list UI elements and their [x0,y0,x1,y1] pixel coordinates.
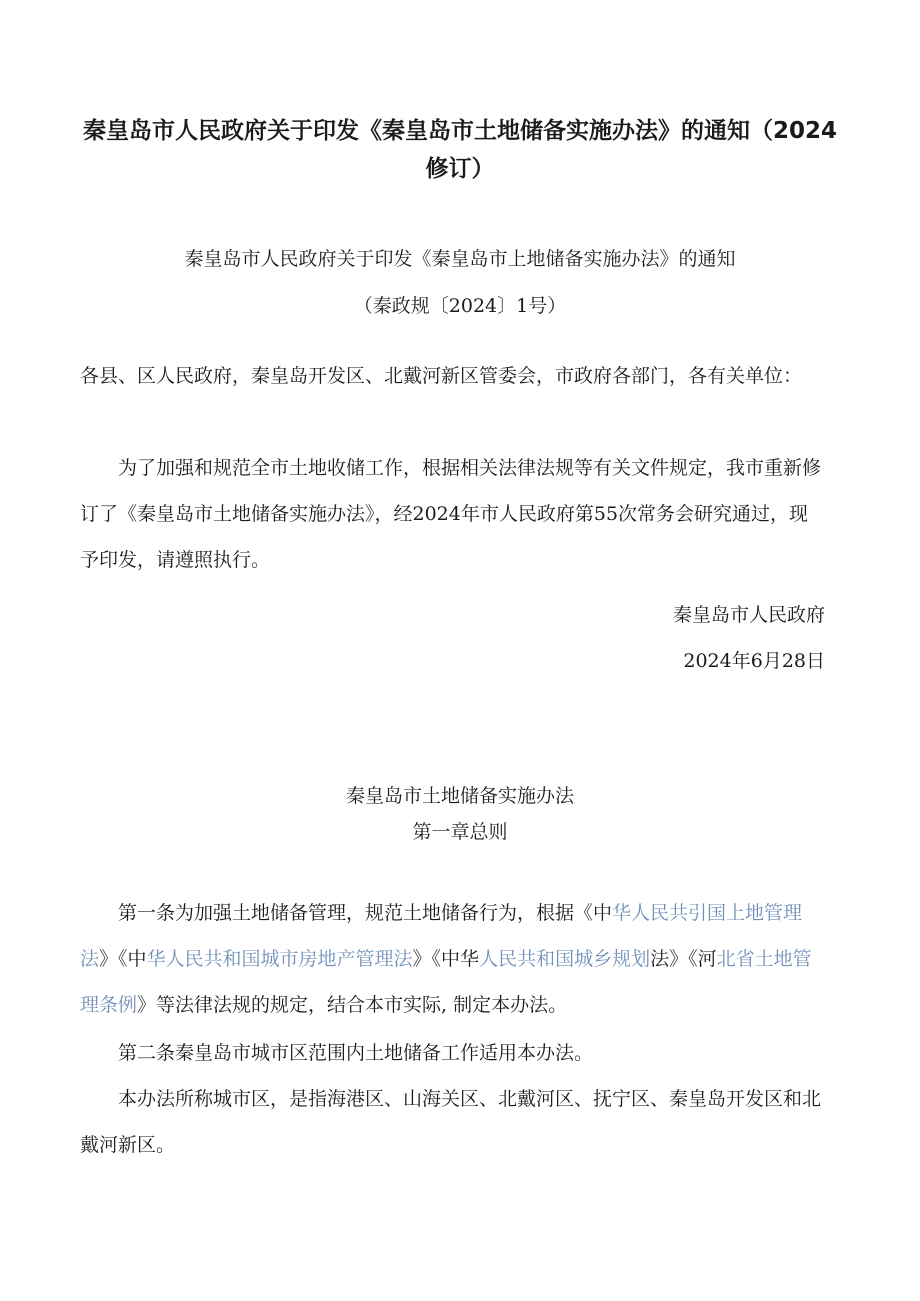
article-1 [80,890,822,1028]
measures-title: 秦皇岛市土地储备实施办法 [345,785,574,807]
law-link-hebei-land-regulation[interactable]: 北省土地管理条例 [80,948,812,1016]
article-1-text: 》《中 [99,948,147,970]
article-2: 第二条秦皇岛市城市区范围内土地储备工作适用本办法。 [118,1042,594,1064]
addressee: 各县、区人民政府，秦皇岛开发区、北戴河新区管委会，市政府各部门，各有关单位： [80,365,803,387]
main-title: 秦皇岛市人民政府关于印发《秦皇岛市土地储备实施办法》的通知（2024修订） [82,118,837,182]
body-paragraph: 为了加强和规范全市土地收储工作，根据相关法律法规等有关文件规定，我市重新修订了《秦皇岛市土地储备实施办法》，经2024年市人民政府第55次常务会研究通过，现予印发，请遵照执行。 [80,457,822,571]
notice-title: 秦皇岛市人民政府关于印发《秦皇岛市上地储备实施办法》的通知 [184,248,736,270]
article-2-detail: 本办法所称城市区，是指海港区、山海关区、北戴河区、抚宁区、秦皇岛开发区和北戴河新区。 [80,1088,822,1156]
chapter-title: 第一章总则 [412,821,508,843]
law-link-land-management[interactable]: 华人民共引国上地管理法 [80,902,803,970]
article-1-text: 第一条为加强土地储备管理，规范土地储备行为，根据《中 [118,902,613,924]
document-number: （秦政规〔2024〕1号） [353,295,567,317]
signing-date: 2024年6月28日 [683,650,825,672]
law-link-urban-real-estate[interactable]: 华人民共和国城市房地产管理法 [146,948,413,970]
article-1-text: 》《中华 [412,948,480,970]
law-link-urban-rural-planning[interactable]: 人民共和国城乡规划 [479,948,651,970]
article-1-text: 》等法律法规的规定，结合本市实际, 制定本办法。 [137,994,568,1016]
article-1-text: 法》《河 [650,948,717,970]
signatory: 秦皇岛市人民政府 [672,604,825,626]
